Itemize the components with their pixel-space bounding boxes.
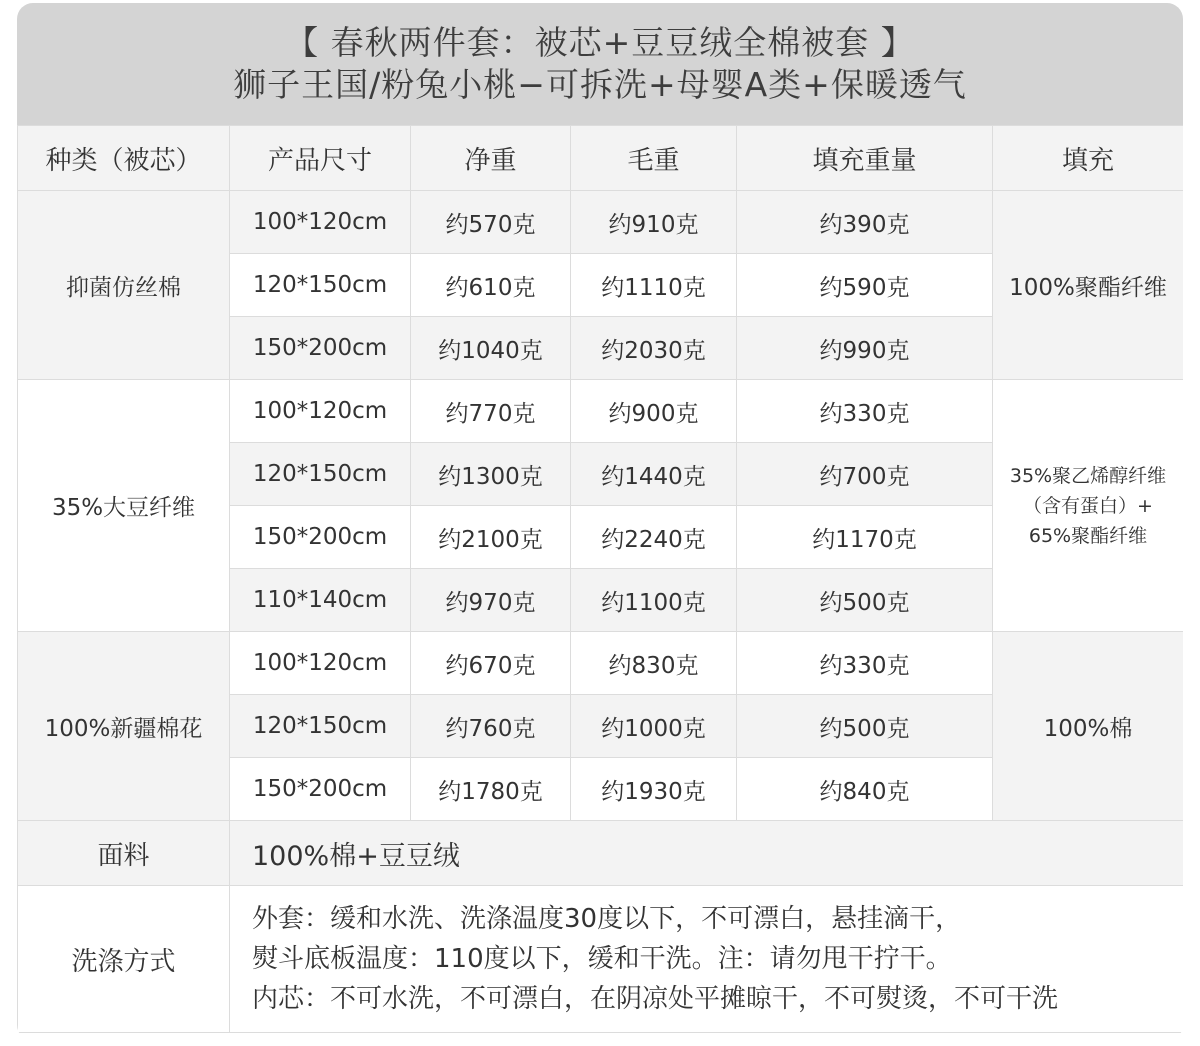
fill-weight-cell: 约590克: [737, 254, 993, 317]
net-weight-cell: 约1300克: [411, 443, 571, 506]
gross-weight-cell: 约910克: [571, 191, 737, 254]
title-line-1: 【 春秋两件套：被芯+豆豆绒全棉被套 】: [285, 23, 915, 62]
gross-weight-cell: 约2240克: [571, 506, 737, 569]
gross-weight-cell: 约1110克: [571, 254, 737, 317]
category-cell: 100%新疆棉花: [18, 632, 230, 821]
table-row: [18, 632, 1184, 695]
gross-weight-cell: 约900克: [571, 380, 737, 443]
fill-cell: 100%棉: [993, 632, 1184, 821]
col-header-fill-weight: 填充重量: [737, 126, 993, 191]
fabric-row: [18, 821, 1184, 886]
net-weight-cell: 约2100克: [411, 506, 571, 569]
size-cell: 120*150cm: [230, 695, 411, 758]
category-cell: 35%大豆纤维: [18, 380, 230, 632]
size-cell: 120*150cm: [230, 254, 411, 317]
col-header-net-weight: 净重: [411, 126, 571, 191]
net-weight-cell: 约670克: [411, 632, 571, 695]
net-weight-cell: 约1780克: [411, 758, 571, 821]
size-cell: 110*140cm: [230, 569, 411, 632]
gross-weight-cell: 约1000克: [571, 695, 737, 758]
fabric-value: 100%棉+豆豆绒: [230, 821, 1184, 886]
table-header-row: [18, 126, 1184, 191]
size-cell: 150*200cm: [230, 758, 411, 821]
washing-line-2: 熨斗底板温度：110度以下，缓和干洗。注：请勿甩干拧干。: [252, 944, 952, 974]
net-weight-cell: 约610克: [411, 254, 571, 317]
net-weight-cell: 约570克: [411, 191, 571, 254]
washing-row: [18, 886, 1184, 1033]
spec-card: [17, 3, 1183, 1041]
washing-instructions: [230, 886, 1184, 1033]
table-row: [18, 380, 1184, 443]
size-cell: 150*200cm: [230, 506, 411, 569]
fabric-label: 面料: [18, 821, 230, 886]
net-weight-cell: 约1040克: [411, 317, 571, 380]
table-row: [18, 191, 1184, 254]
fill-weight-cell: 约330克: [737, 632, 993, 695]
category-cell: 抑菌仿丝棉: [18, 191, 230, 380]
fill-cell: [993, 380, 1184, 632]
gross-weight-cell: 约2030克: [571, 317, 737, 380]
fill-line-3: 65%聚酯纤维: [1028, 524, 1148, 547]
col-header-gross-weight: 毛重: [571, 126, 737, 191]
gross-weight-cell: 约1100克: [571, 569, 737, 632]
net-weight-cell: 约770克: [411, 380, 571, 443]
fill-weight-cell: 约330克: [737, 380, 993, 443]
net-weight-cell: 约760克: [411, 695, 571, 758]
gross-weight-cell: 约1440克: [571, 443, 737, 506]
spec-table: [17, 125, 1183, 1033]
net-weight-cell: 约970克: [411, 569, 571, 632]
fill-weight-cell: 约990克: [737, 317, 993, 380]
col-header-category: 种类（被芯）: [18, 126, 230, 191]
fill-weight-cell: 约500克: [737, 569, 993, 632]
col-header-size: 产品尺寸: [230, 126, 411, 191]
fill-weight-cell: 约500克: [737, 695, 993, 758]
title-banner: [17, 3, 1183, 125]
size-cell: 120*150cm: [230, 443, 411, 506]
fill-line-2: （含有蛋白）+: [1023, 494, 1153, 517]
fill-weight-cell: 约840克: [737, 758, 993, 821]
washing-line-3: 内芯：不可水洗，不可漂白，在阴凉处平摊晾干，不可熨烫，不可干洗: [252, 984, 1059, 1014]
fill-weight-cell: 约1170克: [737, 506, 993, 569]
size-cell: 100*120cm: [230, 380, 411, 443]
size-cell: 100*120cm: [230, 632, 411, 695]
size-cell: 100*120cm: [230, 191, 411, 254]
title-line-2: 狮子王国/粉兔小桃−可拆洗+母婴A类+保暖透气: [233, 65, 967, 104]
col-header-fill: 填充: [993, 126, 1184, 191]
fill-weight-cell: 约700克: [737, 443, 993, 506]
gross-weight-cell: 约830克: [571, 632, 737, 695]
fill-cell: 100%聚酯纤维: [993, 191, 1184, 380]
fill-weight-cell: 约390克: [737, 191, 993, 254]
washing-label: 洗涤方式: [18, 886, 230, 1033]
fill-line-1: 35%聚乙烯醇纤维: [1009, 464, 1167, 487]
washing-line-1: 外套：缓和水洗、洗涤温度30度以下，不可漂白，悬挂滴干，: [252, 904, 962, 934]
size-cell: 150*200cm: [230, 317, 411, 380]
gross-weight-cell: 约1930克: [571, 758, 737, 821]
